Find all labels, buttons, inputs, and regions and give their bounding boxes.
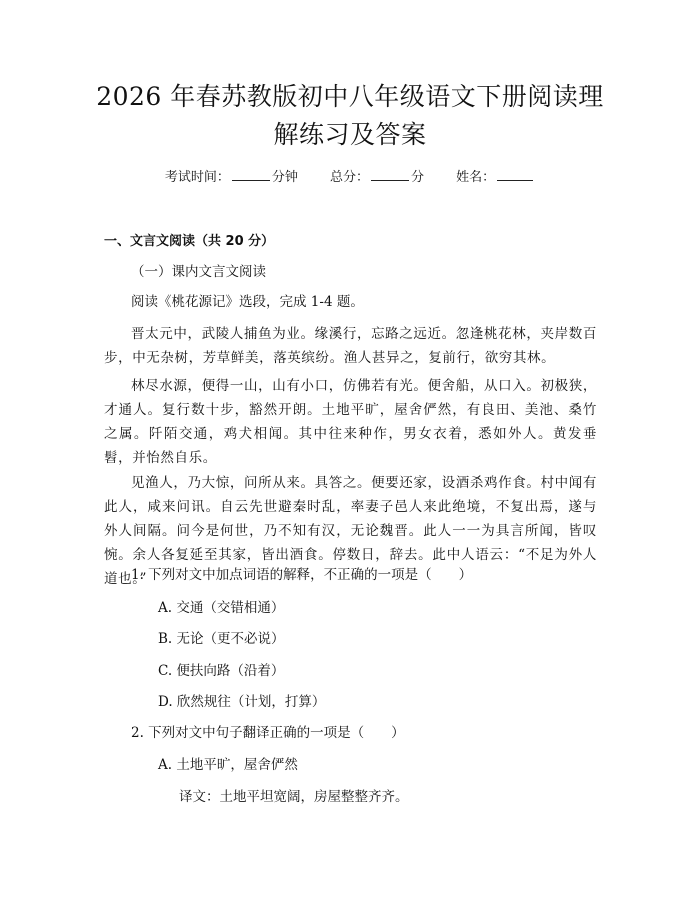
question-1-option-a: A. 交通（交错相通） [158,600,285,616]
question-2-translation: 译文：土地平坦宽阔，房屋整整齐齐。 [179,789,409,805]
exam-time-field [165,170,302,185]
question-1-option-c: C. 便扶向路（沿着） [158,663,285,679]
total-score-unit: 分 [411,170,425,185]
total-score-field [330,170,428,185]
total-score-label: 总分： [329,170,369,185]
question-1-stem: 1. 下列对文中加点词语的解释，不正确的一项是（ ） [131,567,473,583]
passage-paragraph-3: 见渔人，乃大惊，问所从来。具答之。便要还家，设酒杀鸡作食。村中闻有此人，咸来问讯。自云先世避秦时乱，率妻子邑人来此绝境，不复出焉，遂与外人间隔。问今是何世，乃不知有汉，无论魏晋。此人一一为具言所闻，皆叹惋。余人各复延至其家，皆出酒食。停数日，辞去。此中人语云：“不足为外人道也。” [104,475,597,587]
exam-time-blank [232,168,270,181]
question-2-stem: 2. 下列对文中句子翻译正确的一项是（ ） [131,725,405,741]
exam-time-label: 考试时间： [164,170,230,185]
exam-time-unit: 分钟 [271,170,298,185]
name-label: 姓名： [456,170,496,185]
question-2-option-a: A. 土地平旷，屋舍俨然 [158,757,298,773]
passage-paragraph-1: 晋太元中，武陵人捕鱼为业。缘溪行，忘路之远近。忽逢桃花林，夹岸数百步，中无杂树，芳草鲜美，落英缤纷。渔人甚异之，复前行，欲穷其林。 [104,326,597,366]
exam-info-row [0,168,700,188]
name-field [456,170,535,185]
name-blank [497,168,533,181]
question-1-option-d: D. 欣然规往（计划，打算） [158,694,326,710]
document-title-line-2: 解练习及答案 [273,120,427,149]
reading-instruction: 阅读《桃花源记》选段，完成 1-4 题。 [131,294,364,310]
passage-paragraph-2: 林尽水源，便得一山，山有小口，仿佛若有光。便舍船，从口入。初极狭，才通人。复行数十步，豁然开朗。土地平旷，屋舍俨然，有良田、美池、桑竹之属。阡陌交通，鸡犬相闻。其中往来种作，男女衣着，悉如外人。黄发垂髫，并怡然自乐。 [104,378,597,466]
total-score-blank [371,168,409,181]
section-heading: 一、文言文阅读（共 20 分） [104,234,275,249]
section-subheading: （一）课内文言文阅读 [131,264,266,280]
question-1-option-b: B. 无论（更不必说） [158,631,285,647]
document-title-line-1: 2026 年春苏教版初中八年级语文下册阅读理 [96,82,604,111]
